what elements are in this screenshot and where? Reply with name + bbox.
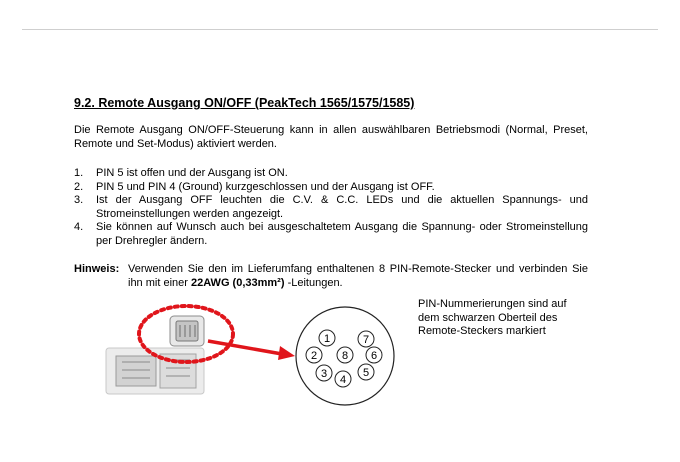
pin-7 [358,331,374,347]
pin-label: 4 [339,374,347,386]
pin-2 [306,347,322,363]
pin-diagram [296,307,394,405]
pin-label: 5 [362,367,370,379]
pin-label: 6 [370,350,378,362]
note-label: Hinweis: [74,263,120,275]
section-heading: 9.2. Remote Ausgang ON/OFF (PeakTech 1565/1575/1585) [74,96,415,110]
note-text-after: -Leitungen. [284,276,343,289]
intro-paragraph: Die Remote Ausgang ON/OFF-Steuerung kann in allen auswählbaren Betriebsmodi (Normal, Preset, Remote und Set-Modus) aktiviert werden. [74,124,588,150]
list-item [74,181,588,195]
note-text-before: Verwenden Sie den im Lieferumfang enthaltenen 8 PIN-Remote-Stecker und verbinden Sie ihn mit einer [128,263,588,289]
list-number: 4. [74,221,84,233]
list-item [74,221,588,248]
pin-label: 8 [341,350,349,362]
pin-caption: PIN-Nummerierungen sind auf dem schwarzen Oberteil des Remote-Steckers markiert [418,298,567,337]
pin-label: 2 [310,350,318,362]
list-number: 1. [74,167,84,179]
list-number: 3. [74,194,84,206]
note-block [74,263,588,290]
remote-plug-photo [106,306,233,394]
top-divider [22,29,658,30]
list-item [74,194,588,221]
list-text: PIN 5 ist offen und der Ausgang ist ON. [96,167,288,179]
list-text: Ist der Ausgang OFF leuchten die C.V. & C.C. LEDs und die aktuellen Spannungs- und Stromeinstellungen werden angezeigt. [96,194,588,220]
pin-5 [358,364,374,380]
pin-label: 7 [362,334,370,346]
list-text: PIN 5 und PIN 4 (Ground) kurzgeschlossen und der Ausgang ist OFF. [96,180,435,193]
note-cable-spec: 22AWG (0,33mm²) [190,276,285,289]
pin-label: 1 [323,333,331,345]
pin-label: 3 [320,368,328,380]
list-text: Sie können auf Wunsch auch bei ausgeschaltetem Ausgang die Spannung- oder Stromeinstellung per Drehregler ändern. [96,221,588,247]
connector-figure [100,296,400,406]
pin-6 [366,347,382,363]
pin-1 [319,330,335,346]
pin-4 [335,371,351,387]
pin-8 [337,347,353,363]
pin-3 [316,365,332,381]
steps-list [74,167,588,248]
note-text [128,263,588,290]
list-number: 2. [74,180,84,193]
list-item [74,167,588,181]
